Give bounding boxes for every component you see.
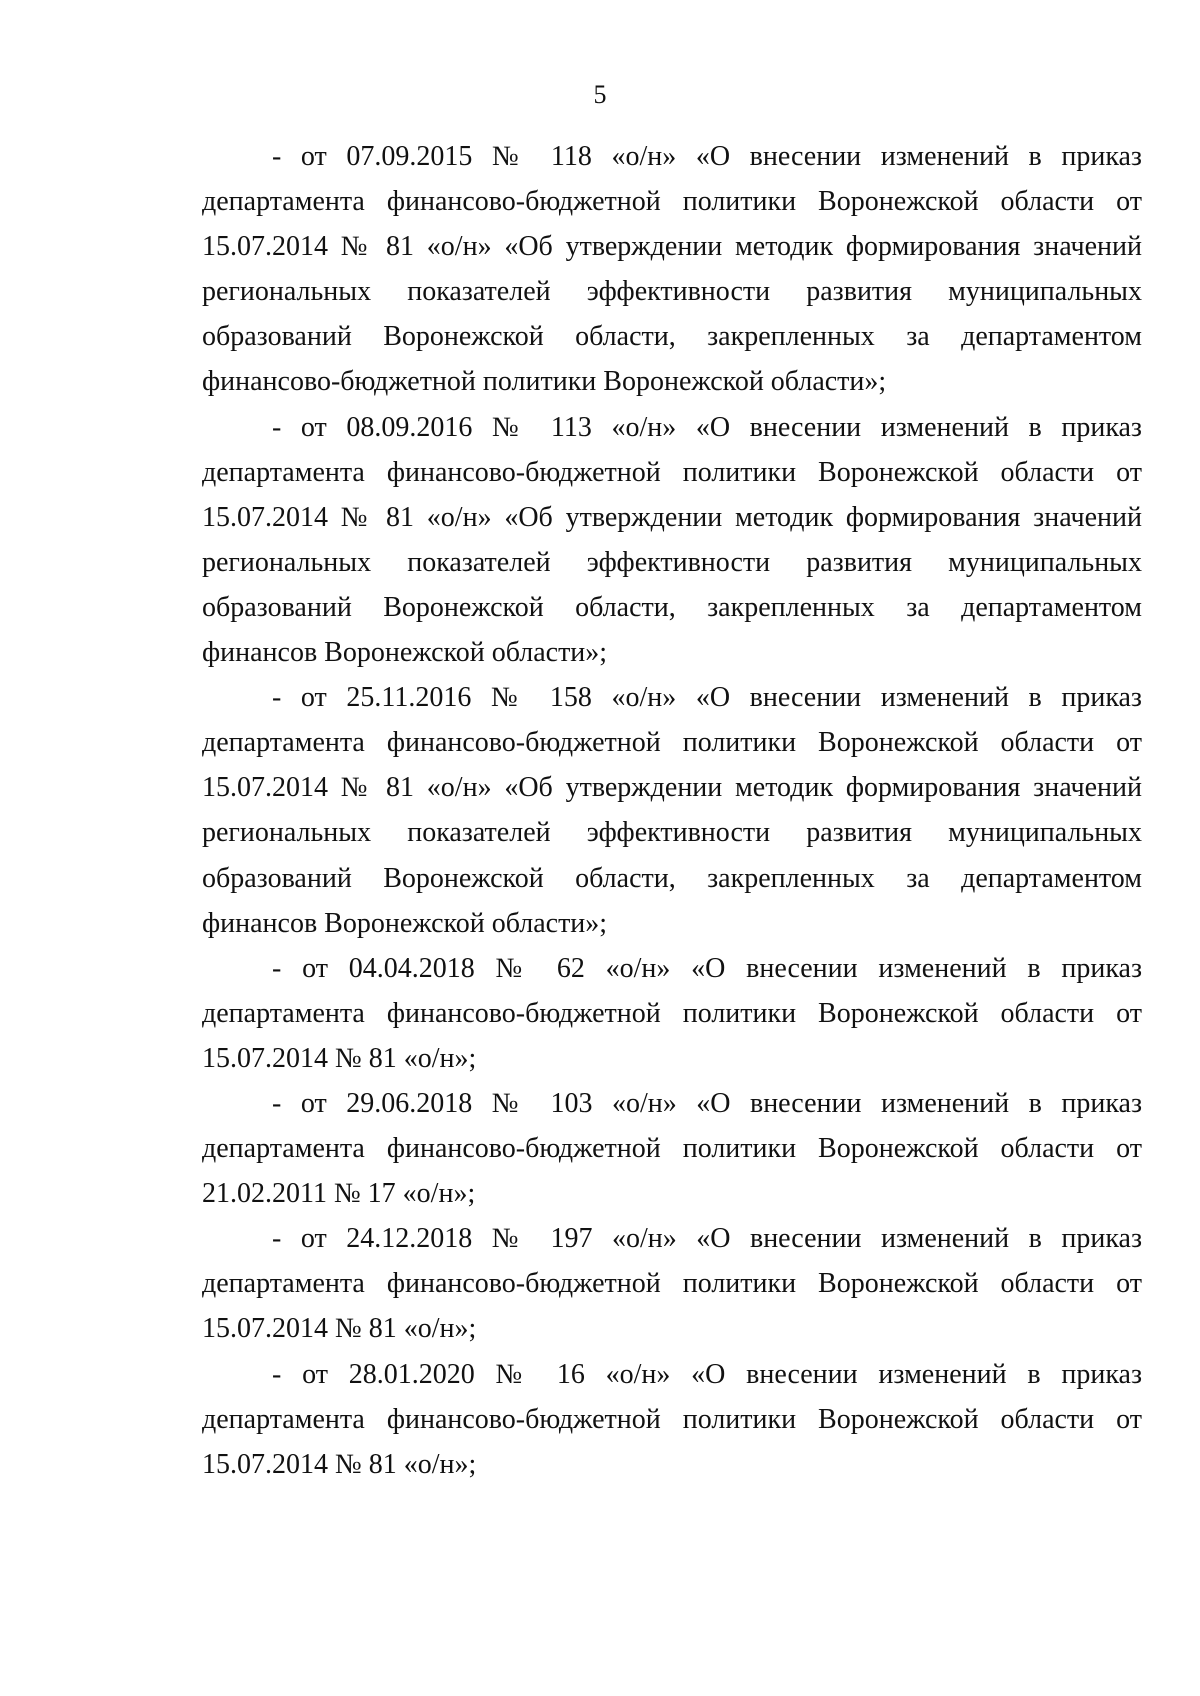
list-item: - от 29.06.2018 № 103 «о/н» «О внесении изменений в приказ департамента финансово-бюджетной политики Воронежской области от 21.02.2011 № 17 «о/н»;: [202, 1087, 1142, 1210]
list-item: - от 28.01.2020 № 16 «о/н» «О внесении изменений в приказ департамента финансово-бюджетной политики Воронежской области от 15.07.2014 № 81 «о/н»;: [202, 1358, 1142, 1480]
list-item: - от 08.09.2016 № 113 «о/н» «О внесении изменений в приказ департамента финансово-бюджетной политики Воронежской области от 15.07.2014 № 81 «о/н» «Об утверждении методик формирования значений региональных показателей эффективности развития муниципальных образований Воронежской области, закрепленных за департаментом финансов Воронежской области»;: [202, 411, 1142, 669]
list-item: - от 25.11.2016 № 158 «о/н» «О внесении изменений в приказ департамента финансово-бюджетной политики Воронежской области от 15.07.2014 № 81 «о/н» «Об утверждении методик формирования значений региональных показателей эффективности развития муниципальных образований Воронежской области, закрепленных за департаментом финансов Воронежской области»;: [202, 682, 1142, 939]
list-item: - от 04.04.2018 № 62 «о/н» «О внесении изменений в приказ департамента финансово-бюджетной политики Воронежской области от 15.07.2014 № 81 «о/н»;: [202, 952, 1142, 1074]
list-item: - от 07.09.2015 № 118 «о/н» «О внесении изменений в приказ департамента финансово-бюджетной политики Воронежской области от 15.07.2014 № 81 «о/н» «Об утверждении методик формирования значений региональных показателей эффективности развития муниципальных образований Воронежской области, закрепленных за департаментом финансово-бюджетной политики Воронежской области»;: [202, 141, 1142, 398]
list-item: - от 24.12.2018 № 197 «о/н» «О внесении изменений в приказ департамента финансово-бюджетной политики Воронежской области от 15.07.2014 № 81 «о/н»;: [202, 1223, 1142, 1345]
document-body: [202, 134, 1142, 1487]
page-number: 5: [593, 80, 607, 109]
